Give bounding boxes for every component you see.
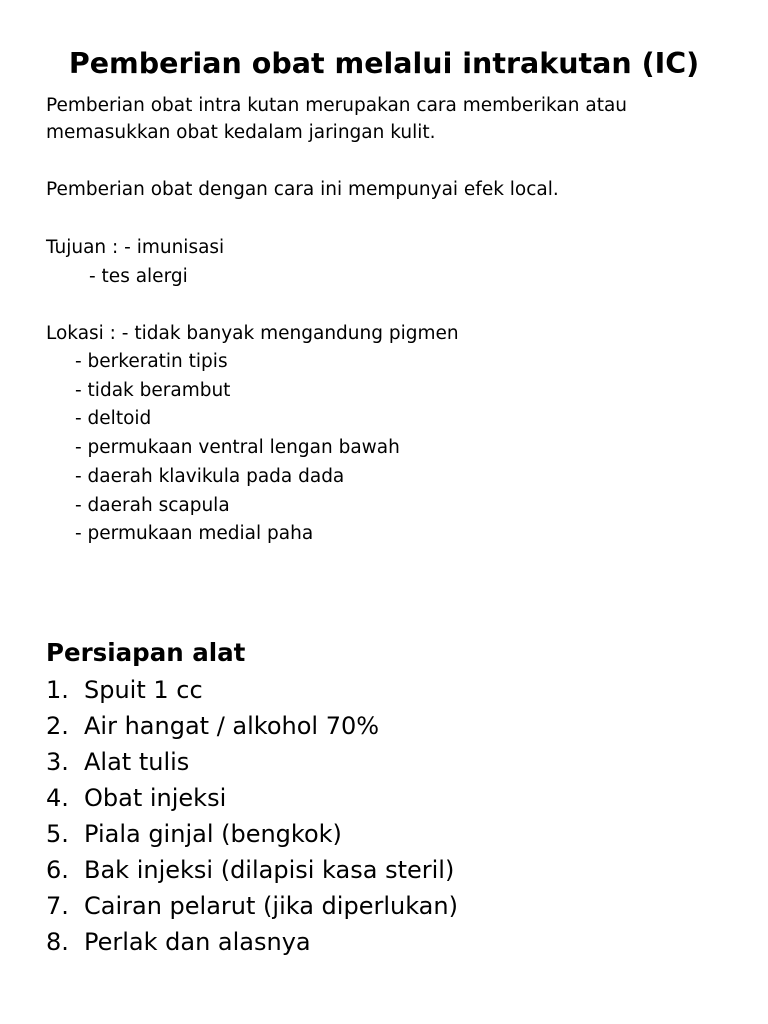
lokasi-item: - permukaan medial paha: [75, 523, 314, 544]
effect-text: Pemberian obat dengan cara ini mempunyai efek local.: [46, 179, 559, 200]
list-item: [46, 816, 458, 852]
lokasi-item: - berkeratin tipis: [75, 351, 228, 372]
list-text: Perlak dan alasnya: [84, 928, 311, 956]
intro-line-2: memasukkan obat kedalam jaringan kulit.: [46, 122, 436, 143]
list-number: 2.: [46, 712, 69, 740]
list-item: [46, 744, 458, 780]
list-item: [46, 852, 458, 888]
list-item: [46, 924, 458, 960]
tujuan-item: - tes alergi: [89, 266, 188, 287]
lokasi-item: - daerah klavikula pada dada: [75, 466, 345, 487]
lokasi-item: - daerah scapula: [75, 495, 230, 516]
lokasi-label-line: Lokasi : - tidak banyak mengandung pigmen: [46, 323, 459, 344]
list-number: 5.: [46, 820, 69, 848]
lokasi-item: - permukaan ventral lengan bawah: [75, 437, 400, 458]
page-title: Pemberian obat melalui intrakutan (IC): [68, 47, 700, 80]
lokasi-item: - deltoid: [75, 408, 152, 429]
list-text: Spuit 1 cc: [84, 676, 203, 704]
persiapan-list: [46, 672, 458, 960]
tujuan-label-line: Tujuan : - imunisasi: [46, 237, 225, 258]
list-item: [46, 672, 458, 708]
intro-line-1: Pemberian obat intra kutan merupakan cara memberikan atau: [46, 95, 628, 116]
list-item: [46, 888, 458, 924]
lokasi-item: - tidak berambut: [75, 380, 231, 401]
list-number: 4.: [46, 784, 69, 812]
list-number: 6.: [46, 856, 69, 884]
list-item: [46, 780, 458, 816]
list-text: Obat injeksi: [84, 784, 227, 812]
list-text: Cairan pelarut (jika diperlukan): [84, 892, 458, 920]
list-number: 3.: [46, 748, 69, 776]
list-number: 8.: [46, 928, 69, 956]
list-text: Alat tulis: [84, 748, 190, 776]
list-text: Air hangat / alkohol 70%: [84, 712, 380, 740]
list-number: 1.: [46, 676, 69, 704]
list-number: 7.: [46, 892, 69, 920]
list-text: Piala ginjal (bengkok): [84, 820, 342, 848]
list-item: [46, 708, 458, 744]
persiapan-heading: Persiapan alat: [46, 638, 246, 667]
list-text: Bak injeksi (dilapisi kasa steril): [84, 856, 455, 884]
